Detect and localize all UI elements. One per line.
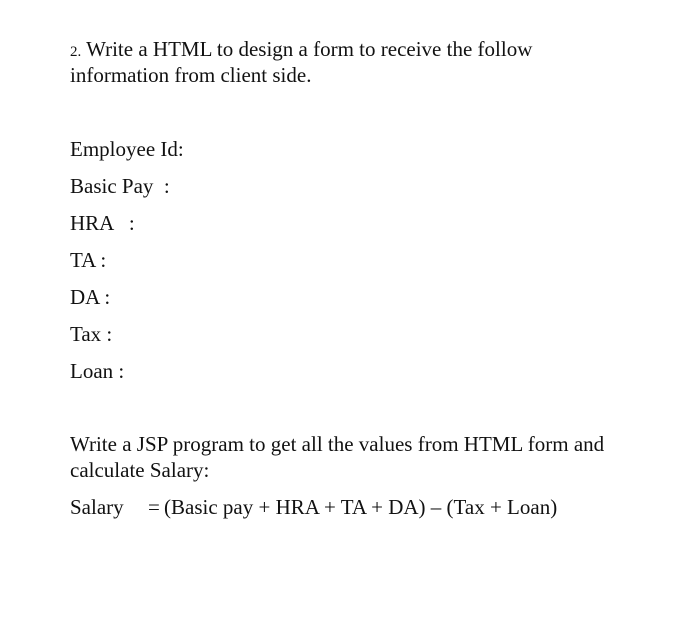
question-title-line-1: [70, 36, 532, 65]
question-title-text: Write a HTML to design a form to receive the follow: [86, 37, 533, 61]
field-label-tax: Tax :: [70, 322, 113, 346]
field-label-da: DA :: [70, 285, 111, 309]
salary-formula: [70, 494, 557, 520]
field-label-ta: TA :: [70, 248, 107, 272]
task-line-1: Write a JSP program to get all the values from HTML form and: [70, 432, 605, 456]
formula-lhs: Salary: [70, 495, 124, 519]
formula-equals: =: [148, 495, 160, 519]
field-label-loan: Loan :: [70, 359, 125, 383]
field-label-hra: HRA :: [70, 211, 135, 235]
question-number: 2.: [70, 44, 82, 60]
task-line-2: calculate Salary:: [70, 458, 210, 482]
field-label-basic-pay: Basic Pay :: [70, 174, 170, 198]
field-label-employee-id: Employee Id:: [70, 137, 184, 161]
formula-rhs: (Basic pay + HRA + TA + DA) – (Tax + Loan): [164, 495, 558, 519]
question-title-line-2: information from client side.: [70, 63, 312, 87]
